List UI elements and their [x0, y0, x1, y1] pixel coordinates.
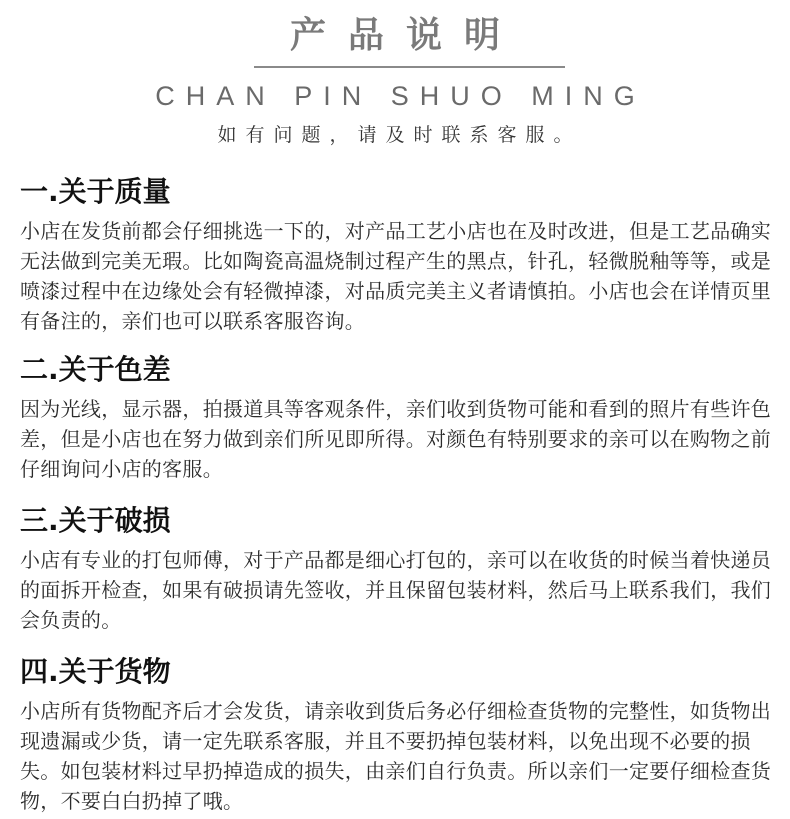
- section-heading: 四.关于货物: [20, 655, 171, 688]
- section-color-difference: [20, 352, 780, 484]
- section-heading: 三.关于破损: [20, 504, 171, 537]
- page-title: 产品说明: [289, 15, 522, 56]
- page-header: [0, 0, 790, 150]
- title-divider: [254, 66, 565, 68]
- section-heading: 二.关于色差: [20, 353, 171, 386]
- contact-note: 如有问题，请及时联系客服。: [217, 124, 582, 146]
- section-body: 小店在发货前都会仔细挑选一下的，对产品工艺小店也在及时改进，但是工艺品确实无法做到完美无瑕。比如陶瓷高温烧制过程产生的黑点，针孔，轻微脱釉等等，或是喷漆过程中在边缘处会有轻微掉漆，对品质完美主义者请慎拍。小店也会在详情页里有备注的，亲们也可以联系客服咨询。: [20, 219, 772, 333]
- section-body: 小店所有货物配齐后才会发货，请亲收到货后务必仔细检查货物的完整性，如货物出现遗漏或少货，请一定先联系客服，并且不要扔掉包装材料，以免出现不必要的损失。如包装材料过早扔掉造成的损失，由亲们自行负责。所以亲们一定要仔细检查货物，不要白白扔掉了哦。: [20, 699, 772, 813]
- page-title-pinyin: CHAN PIN SHUO MING: [155, 81, 646, 111]
- section-body: 小店有专业的打包师傅，对于产品都是细心打包的，亲可以在收货的时候当着快递员的面拆开检查，如果有破损请先签收，并且保留包装材料，然后马上联系我们，我们会负责的。: [20, 548, 772, 632]
- section-body: 因为光线，显示器，拍摄道具等客观条件，亲们收到货物可能和看到的照片有些许色差，但是小店也在努力做到亲们所见即所得。对颜色有特别要求的亲可以在购物之前仔细询问小店的客服。: [20, 397, 772, 481]
- section-damage: [20, 503, 780, 635]
- section-heading: 一.关于质量: [20, 175, 171, 208]
- section-goods: [20, 654, 780, 816]
- section-quality: [20, 174, 780, 336]
